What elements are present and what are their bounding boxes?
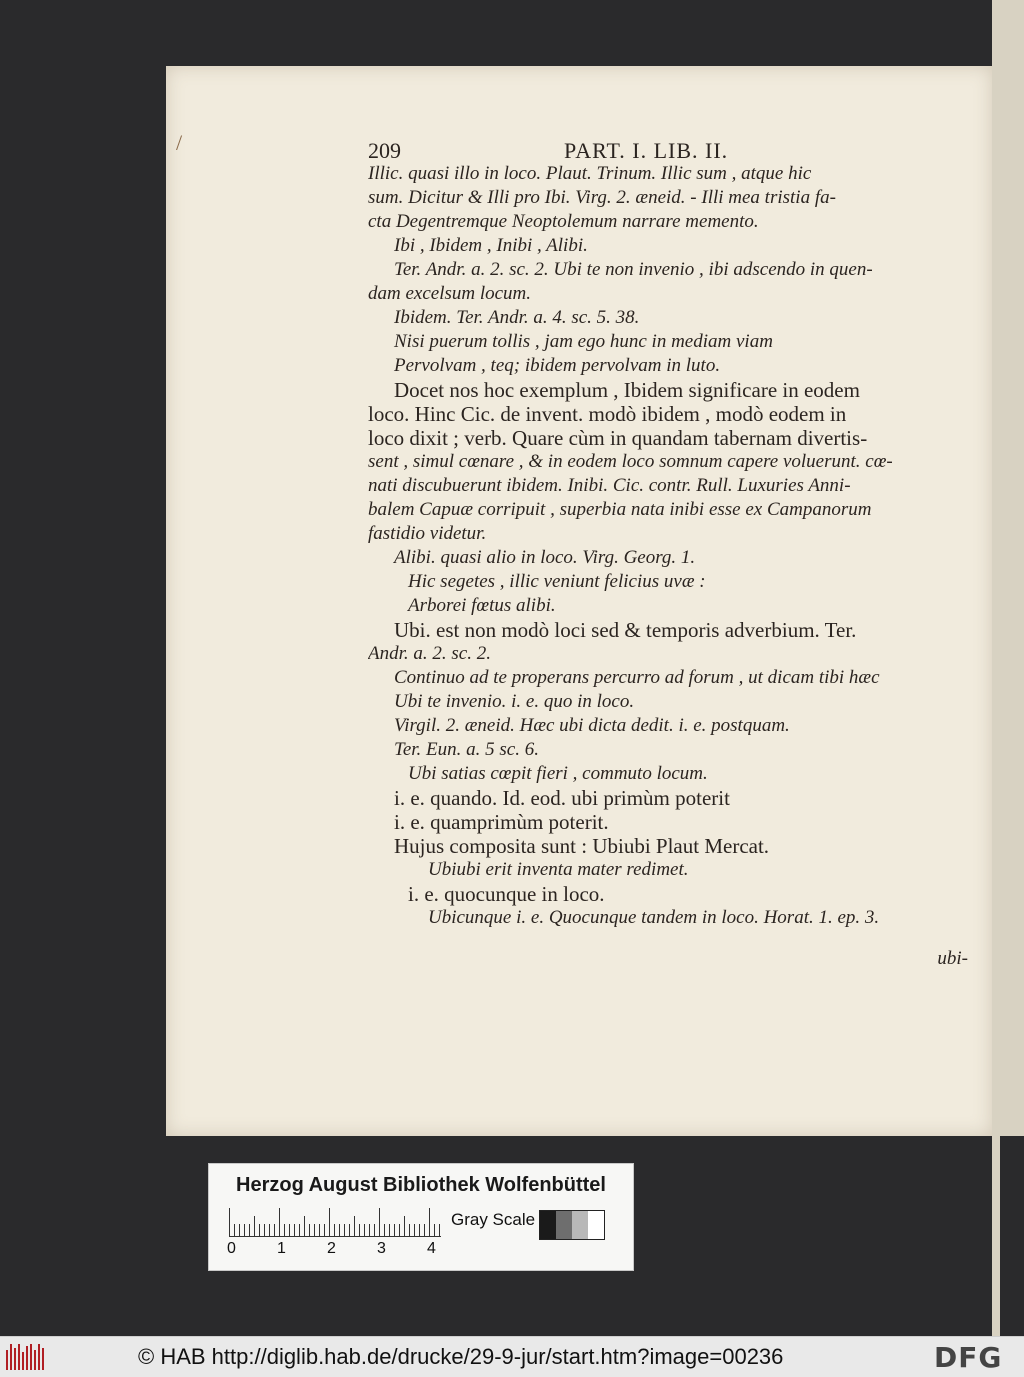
text-line: Andr. a. 2. sc. 2. <box>368 643 491 664</box>
ruler-tick <box>424 1224 425 1236</box>
ruler-tick <box>239 1224 240 1236</box>
ruler-tick <box>309 1224 310 1236</box>
ruler-tick <box>294 1224 295 1236</box>
text-line: cta Degentremque Neoptolemum narrare memento. <box>368 211 759 232</box>
ruler-tick <box>409 1224 410 1236</box>
ruler-tick <box>369 1224 370 1236</box>
ruler-tick <box>434 1224 435 1236</box>
text-line: sent , simul cœnare , & in eodem loco somnum capere voluerunt. cœ- <box>368 451 893 472</box>
ruler-tick <box>254 1216 255 1236</box>
text-line: Continuo ad te properans percurro ad forum , ut dicam tibi hæc <box>394 667 880 688</box>
text-line: Ter. Eun. a. 5 sc. 6. <box>394 739 539 760</box>
ruler-tick <box>399 1224 400 1236</box>
ruler-tick <box>354 1216 355 1236</box>
gray-swatch <box>588 1211 604 1239</box>
ruler-tick <box>304 1216 305 1236</box>
text-line: loco. Hinc Cic. de invent. modò ibidem , modò eodem in <box>368 402 847 426</box>
page-text <box>368 162 968 930</box>
ruler-tick <box>299 1224 300 1236</box>
ruler-tick <box>359 1224 360 1236</box>
ruler-tick <box>249 1224 250 1236</box>
ruler-tick <box>259 1224 260 1236</box>
text-line: Ubi satias cœpit fieri , commuto locum. <box>408 763 708 784</box>
text-line: Virgil. 2. æneid. Hæc ubi dicta dedit. i. e. postquam. <box>394 715 790 736</box>
ruler-tick <box>429 1208 430 1236</box>
text-line: fastidio videtur. <box>368 523 487 544</box>
text-line: dam excelsum locum. <box>368 283 532 304</box>
text-line: Ter. Andr. a. 2. sc. 2. Ubi te non invenio , ibi adscendo in quen- <box>394 259 873 280</box>
text-line: Ubicunque i. e. Quocunque tandem in loco. Horat. 1. ep. 3. <box>428 907 880 928</box>
text-line: i. e. quando. Id. eod. ubi primùm poterit <box>394 786 730 810</box>
ruler-tick <box>289 1224 290 1236</box>
ruler-tick <box>234 1224 235 1236</box>
ruler-tick <box>264 1224 265 1236</box>
ruler-tick <box>344 1224 345 1236</box>
text-line: Hic segetes , illic veniunt felicius uvæ : <box>408 571 706 592</box>
ruler-tick <box>329 1208 330 1236</box>
ruler-tick <box>339 1224 340 1236</box>
ruler-tick <box>439 1224 440 1236</box>
text-line: Ubi te invenio. i. e. quo in loco. <box>394 691 635 712</box>
text-line: i. e. quamprimùm poterit. <box>394 810 609 834</box>
gray-swatch <box>556 1211 572 1239</box>
ruler-tick <box>269 1224 270 1236</box>
ruler-tick <box>229 1208 230 1236</box>
ruler-tick <box>324 1224 325 1236</box>
ruler-tick <box>384 1224 385 1236</box>
ruler-tick <box>389 1224 390 1236</box>
page-number: 209 <box>368 138 401 163</box>
ruler-tick <box>279 1208 280 1236</box>
viewer-background-corner <box>1000 1136 1024 1336</box>
ruler-tick <box>284 1224 285 1236</box>
text-line: Docet nos hoc exemplum , Ibidem significare in eodem <box>394 378 860 402</box>
text-line: balem Capuæ corripuit , superbia nata inibi esse ex Campanorum <box>368 499 872 520</box>
margin-mark: / <box>176 130 183 155</box>
ruler-number: 0 <box>227 1240 236 1257</box>
text-line: Nisi puerum tollis , jam ego hunc in mediam viam <box>394 331 773 352</box>
ruler-tick <box>379 1208 380 1236</box>
text-line: loco dixit ; verb. Quare cùm in quandam tabernam divertis- <box>368 426 868 450</box>
ruler-tick <box>394 1224 395 1236</box>
text-line: sum. Dicitur & Illi pro Ibi. Virg. 2. æneid. - Illi mea tristia fa- <box>368 187 836 208</box>
text-line: Alibi. quasi alio in loco. Virg. Georg. 1. <box>394 547 696 568</box>
dfg-logo: DFG <box>934 1341 1003 1374</box>
ruler-tick <box>274 1224 275 1236</box>
text-line: Arborei fœtus alibi. <box>408 595 556 616</box>
ruler-baseline <box>229 1236 441 1237</box>
color-calibration-card <box>208 1163 634 1271</box>
gray-scale-swatches <box>539 1210 605 1240</box>
ruler-tick <box>414 1224 415 1236</box>
ruler-tick <box>334 1224 335 1236</box>
footer-bar <box>0 1336 1024 1377</box>
copyright-url[interactable]: © HAB http://diglib.hab.de/drucke/29-9-jur/start.htm?image=00236 <box>138 1344 784 1369</box>
ruler-number: 3 <box>377 1240 386 1257</box>
gray-swatch <box>540 1211 556 1239</box>
ruler-tick <box>244 1224 245 1236</box>
text-line: Pervolvam , teq; ibidem pervolvam in luto. <box>394 355 721 376</box>
text-line: Ubi. est non modò loci sed & temporis adverbium. Ter. <box>394 618 857 642</box>
scale-ruler <box>229 1208 449 1238</box>
running-head: PART. I. LIB. II. <box>564 138 729 163</box>
gray-scale-label: Gray Scale <box>451 1210 536 1229</box>
ruler-tick <box>404 1216 405 1236</box>
library-name: Herzog August Bibliothek Wolfenbüttel <box>236 1174 606 1196</box>
text-line: i. e. quocunque in loco. <box>408 882 605 906</box>
ruler-tick <box>319 1224 320 1236</box>
text-line: Ubiubi erit inventa mater redimet. <box>428 859 689 880</box>
ruler-tick <box>364 1224 365 1236</box>
ruler-number: 1 <box>277 1240 286 1257</box>
text-line: Illic. quasi illo in loco. Plaut. Trinum. Illic sum , atque hic <box>368 163 812 184</box>
text-line: nati discubuerunt ibidem. Inibi. Cic. contr. Rull. Luxuries Anni- <box>368 475 851 496</box>
ruler-tick <box>419 1224 420 1236</box>
text-line: Ibidem. Ter. Andr. a. 4. sc. 5. 38. <box>394 307 640 328</box>
ruler-tick <box>349 1224 350 1236</box>
ruler-number: 2 <box>327 1240 336 1257</box>
custody-word: ubi- <box>937 948 968 969</box>
gray-swatch <box>572 1211 588 1239</box>
text-line: Hujus composita sunt : Ubiubi Plaut Mercat. <box>394 834 770 858</box>
hab-logo-icon <box>6 1344 46 1370</box>
ruler-number: 4 <box>427 1240 436 1257</box>
ruler-tick <box>314 1224 315 1236</box>
ruler-tick <box>374 1224 375 1236</box>
text-line: Ibi , Ibidem , Inibi , Alibi. <box>394 235 588 256</box>
